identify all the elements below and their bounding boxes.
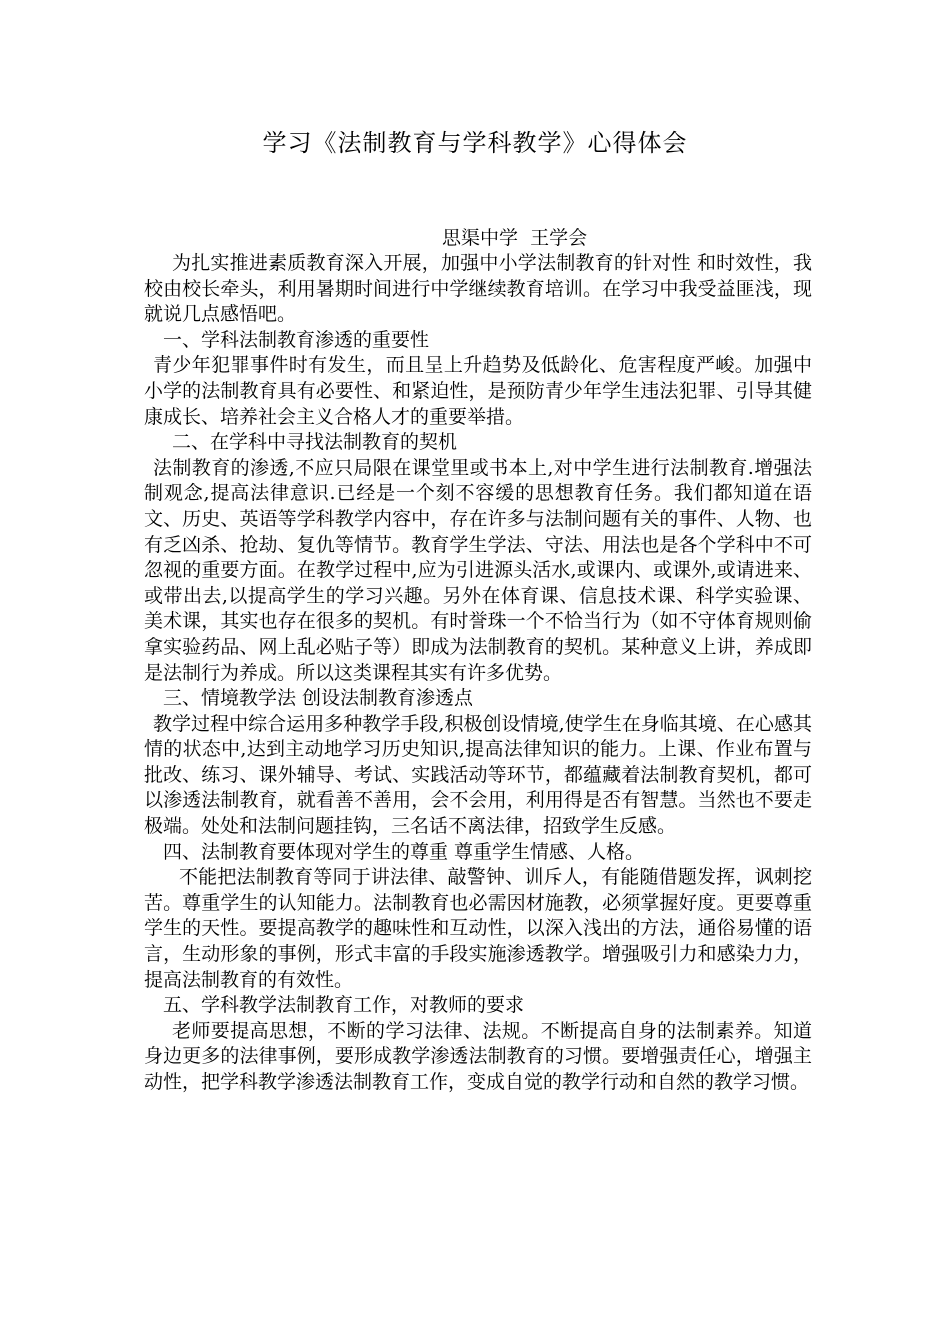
section-paragraph-4: 不能把法制教育等同于讲法律、敲警钟、训斥人，有能随借题发挥，讽刺挖苦。尊重学生的认知能力。法制教育也必需因材施教，必须掌握好度。更要尊重学生的天性。要提高教学的趣味性和互动性，以深入浅出的方法，通俗易懂的语言，生动形象的事例，形式丰富的手段实施渗透教学。增强吸引力和感染力力，提高法制教育的有效性。 [144,866,812,991]
section-paragraph-1: 青少年犯罪事件时有发生，而且呈上升趋势及低龄化、危害程度严峻。加强中小学的法制教育具有必要性、和紧迫性，是预防青少年学生违法犯罪、引导其健康成长、培养社会主义合格人才的重要举措。 [144,354,812,428]
section-paragraph-2: 法制教育的渗透,不应只局限在课堂里或书本上,对中学生进行法制教育.增强法制观念,提高法律意识.已经是一个刻不容缓的思想教育任务。我们都知道在语文、历史、英语等学科教学内容中，存在许多与法制问题有关的事件、人物、也有乏凶杀、抢劫、复仇等情节。教育学生学法、守法、用法也是各个学科中不可忽视的重要方面。在教学过程中,应为引进源头活水,或课内、或课外,或请进来、或带出去,以提高学生的学习兴趣。另外在体育课、信息技术课、科学实验课、美术课，其实也存在很多的契机。有时誉珠一个不恰当行为（如不守体育规则偷拿实验药品、网上乱必贴子等）即成为法制教育的契机。某种意义上讲，养成即是法制行为养成。所以这类课程其实有许多优势。 [144,456,812,684]
section-paragraph-3: 教学过程中综合运用多种教学手段,积极创设情境,使学生在身临其境、在心感其情的状态中,达到主动地学习历史知识,提高法律知识的能力。上课、作业布置与批改、练习、课外辅导、考试、实践活动等环节，都蕴藏着法制教育契机，都可以渗透法制教育，就看善不善用，会不会用，利用得是否有智慧。当然也不要走极端。处处和法制问题挂钩，三名话不离法律，招致学生反感。 [144,712,812,838]
intro-paragraph: 为扎实推进素质教育深入开展，加强中小学法制教育的针对性 和时效性，我校由校长牵头，利用暑期时间进行中学继续教育培训。在学习中我受益匪浅，现就说几点感悟吧。 [144,252,812,326]
section-paragraph-5: 老师要提高思想，不断的学习法律、法规。不断提高自身的法制素养。知道身边更多的法律事例，要形成教学渗透法制教育的习惯。要增强责任心，增强主动性，把学科教学渗透法制教育工作，变成自觉的教学行动和自然的教学习惯。 [144,1019,812,1093]
section-heading-1: 一、学科法制教育渗透的重要性 [163,328,430,351]
section-heading-4: 四、法制教育要体现对学生的尊重 尊重学生情感、人格。 [163,840,645,863]
section-heading-2: 二、在学科中寻找法制教育的契机 [172,431,458,454]
document-title: 学习《法制教育与学科教学》心得体会 [262,129,688,157]
document-body [144,251,812,1096]
section-heading-3: 三、情境教学法 创设法制教育渗透点 [163,687,474,710]
author-line: 思渠中学 王学会 [442,227,588,249]
section-heading-5: 五、学科教学法制教育工作，对教师的要求 [163,994,525,1017]
